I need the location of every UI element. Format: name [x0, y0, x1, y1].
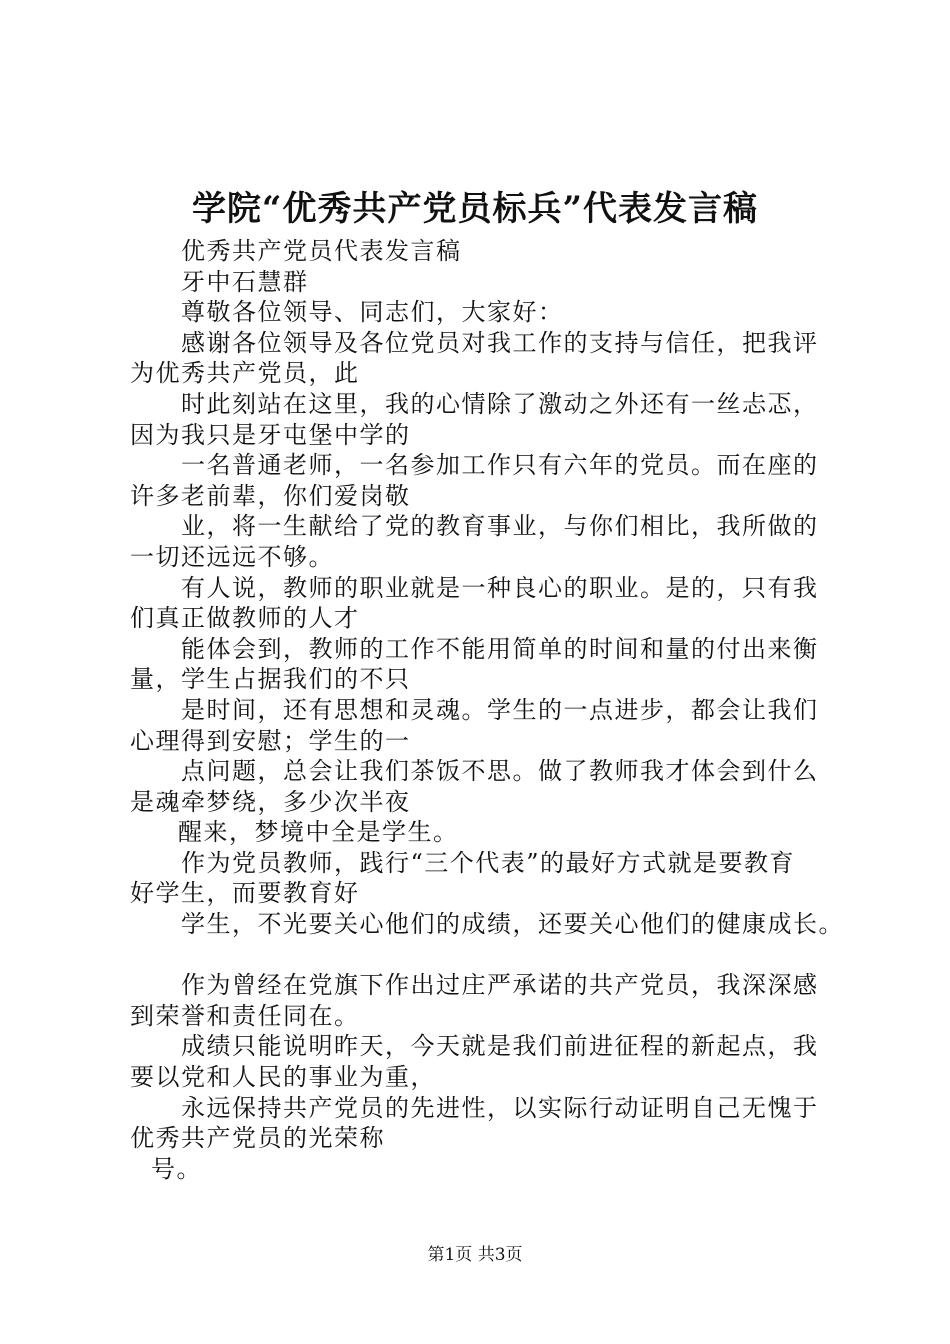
paragraph-line: 是时间，还有思想和灵魂。学生的一点进步，都会让我们	[181, 695, 819, 724]
paragraph-line: 感谢各位领导及各位党员对我工作的支持与信任，把我评	[181, 328, 819, 357]
paragraph-line: 因为我只是牙屯堡中学的	[130, 420, 411, 449]
paragraph-line: 是魂牵梦绕，多少次半夜	[130, 787, 411, 816]
paragraph-line: 优秀共产党员的光荣称	[130, 1124, 385, 1153]
paragraph-line: 能体会到，教师的工作不能用简单的时间和量的付出来衡	[181, 634, 819, 663]
paragraph-line: 牙中石慧群	[181, 267, 309, 296]
paragraph-line: 成绩只能说明昨天，今天就是我们前进征程的新起点，我	[181, 1032, 819, 1061]
blank-line	[130, 940, 840, 971]
paragraph-line: 作为曾经在党旗下作出过庄严承诺的共产党员，我深深感	[181, 971, 819, 1000]
paragraph-line: 优秀共产党员代表发言稿	[181, 237, 462, 265]
paragraph-line: 作为党员教师，践行“三个代表”的最好方式就是要教育	[181, 848, 796, 877]
paragraph-line: 量，学生占据我们的不只	[130, 665, 411, 694]
paragraph-line: 号。	[151, 1154, 202, 1183]
paragraph-line: 为优秀共产党员，此	[130, 359, 360, 388]
paragraph-line: 点问题，总会让我们茶饭不思。做了教师我才体会到什么	[181, 757, 819, 786]
paragraph-line: 醒来，梦境中全是学生。	[178, 818, 459, 847]
paragraph-line: 到荣誉和责任同在。	[130, 1001, 360, 1030]
paragraph-line: 心理得到安慰；学生的一	[130, 726, 411, 755]
paragraph-line: 许多老前辈，你们爱岗敬	[130, 481, 411, 510]
document-title: 学院“优秀共产党员标兵”代表发言稿	[191, 189, 759, 229]
paragraph-line: 业，将一生献给了党的教育事业，与你们相比，我所做的	[181, 512, 819, 541]
paragraph-line: 要以党和人民的事业为重，	[130, 1063, 436, 1092]
paragraph-line: 尊敬各位领导、同志们，大家好：	[181, 298, 564, 327]
paragraph-line: 学生，不光要关心他们的成绩，还要关心他们的健康成长。	[181, 910, 844, 939]
paragraph-line: 时此刻站在这里，我的心情除了激动之外还有一丝忐忑，	[181, 389, 819, 418]
paragraph-line: 们真正做教师的人才	[130, 604, 360, 633]
paragraph-line: 一切还远远不够。	[130, 542, 334, 571]
paragraph-line: 一名普通老师，一名参加工作只有六年的党员。而在座的	[181, 451, 819, 480]
page-footer: 第1页 共3页	[427, 1245, 523, 1265]
paragraph-line: 有人说，教师的职业就是一种良心的职业。是的，只有我	[181, 573, 819, 602]
paragraph-line: 好学生，而要教育好	[130, 879, 360, 908]
paragraph-line: 永远保持共产党员的先进性，以实际行动证明自己无愧于	[181, 1093, 819, 1122]
document-body	[130, 236, 844, 1184]
